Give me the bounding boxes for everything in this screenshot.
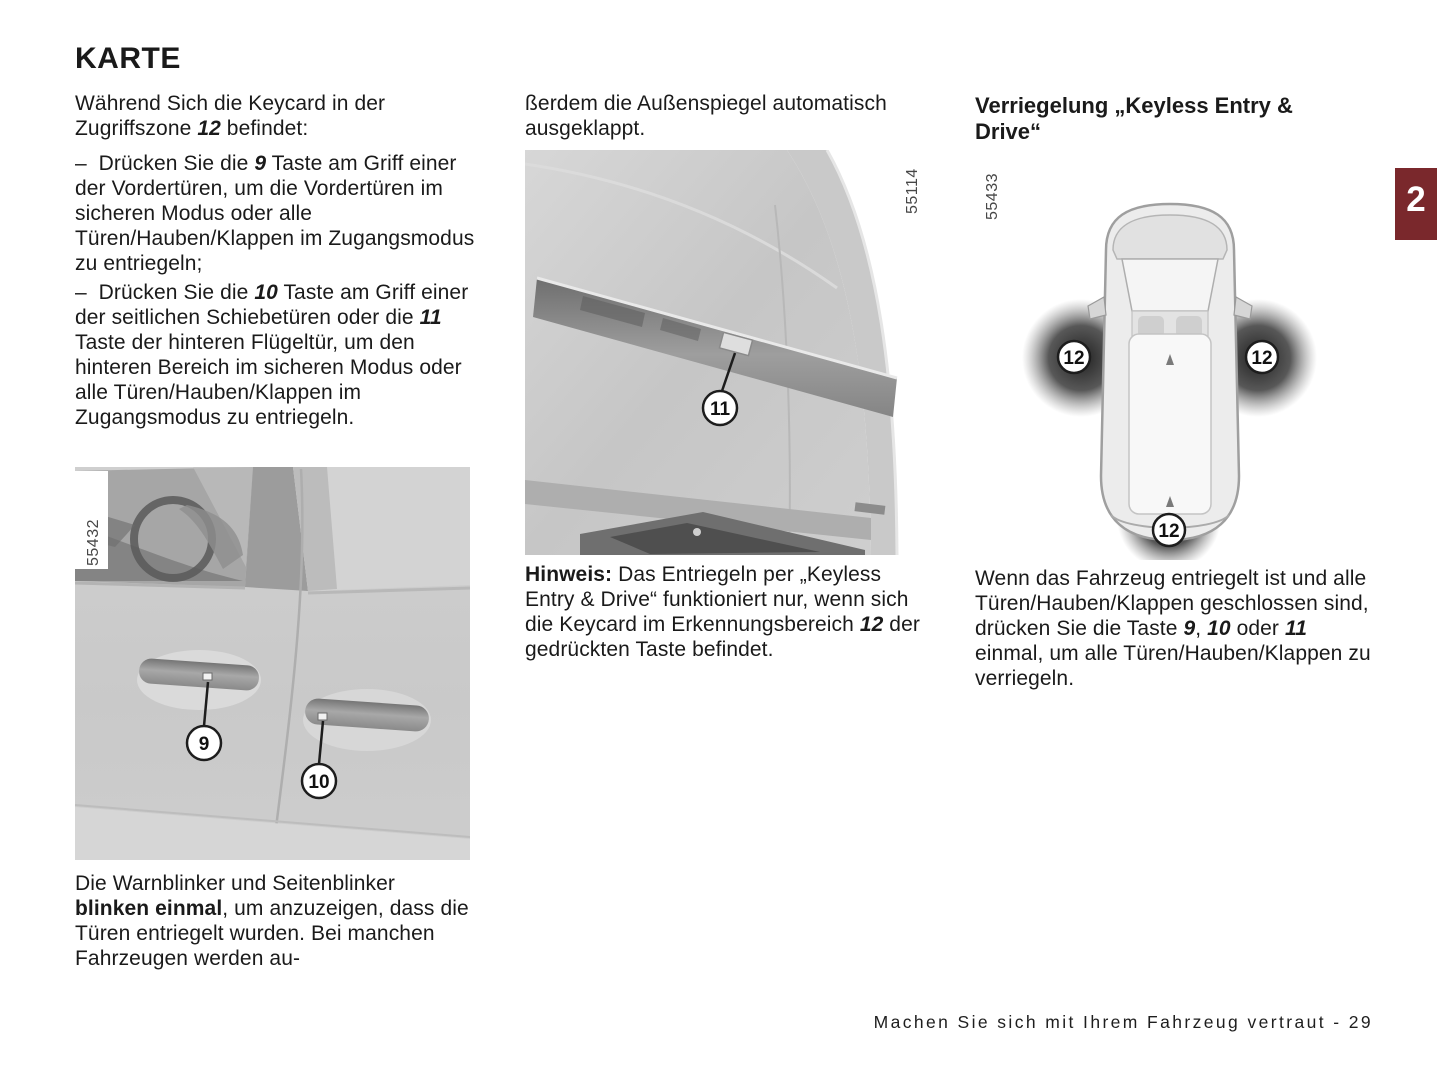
page-footer: Machen Sie sich mit Ihrem Fahrzeug vertraut - 29	[873, 1012, 1373, 1032]
svg-text:11: 11	[709, 399, 731, 420]
figure-side-door-handles	[75, 467, 470, 860]
paragraph-keycard-zone: Während Sich die Keycard in der Zugriffszone 12 befindet:	[75, 92, 386, 140]
column-2-top	[525, 91, 925, 150]
figure-access-zones	[975, 158, 1343, 560]
callout-12-rear	[1153, 514, 1185, 546]
callout-12-left	[1058, 341, 1090, 373]
paragraph-aussenspiegel: ßerdem die Außenspiegel automatisch ausgeklappt.	[525, 92, 887, 140]
column-1	[75, 91, 475, 439]
svg-text:12: 12	[1251, 348, 1273, 369]
paragraph-warnblinker: Die Warnblinker und Seitenblinker blinken einmal, um anzuzeigen, dass die Türen entriegelt wurden. Bei manchen Fahrzeugen werden au-	[75, 872, 469, 970]
bullet-sliding-doors: – Drücken Sie die 10 Taste am Griff einer der seitlichen Schiebetüren oder die 11 Taste der hinteren Flügeltür, um den hinteren Bereich im sicheren Modus oder alle Türen/Hauben/Klappen im Zugangsmodus zu entriegeln.	[75, 281, 469, 429]
paragraph-verriegeln: Wenn das Fahrzeug entriegelt ist und alle Türen/Hauben/Klappen geschlossen sind, drücken Sie die Taste 9, 10 oder 11 einmal, um alle Türen/Hauben/Klappen zu verriegeln.	[975, 567, 1371, 690]
figure-rear-door-handle-svg	[525, 150, 923, 555]
car-top-view	[1088, 204, 1252, 540]
svg-text:12: 12	[1158, 521, 1180, 542]
svg-text:12: 12	[1063, 348, 1085, 369]
windshield	[1122, 259, 1218, 311]
svg-text:55432: 55432	[85, 519, 102, 566]
paragraph-hinweis: Hinweis: Das Entriegeln per „Keyless Entry & Drive“ funktioniert nur, wenn sich die Keycard im Erkennungsbereich 12 der gedrückten Taste befindet.	[525, 563, 920, 661]
figure-id-55114: 55114	[904, 168, 921, 214]
figure-access-zones-svg	[975, 158, 1343, 560]
svg-text:10: 10	[308, 772, 330, 793]
page-title: KARTE	[75, 42, 181, 75]
handle-button-9	[203, 673, 212, 680]
column-1-bottom	[75, 871, 475, 980]
bullet-front-doors: – Drücken Sie die 9 Taste am Griff einer der Vordertüren, um die Vordertüren im sicheren Modus oder alle Türen/Hauben/Klappen im Zugangsmodus zu entriegeln;	[75, 152, 475, 275]
figure-rear-door-handle	[525, 150, 923, 555]
figure-side-door-handles-svg	[75, 467, 470, 860]
figure-id-55432	[75, 471, 108, 569]
handle-button-10	[318, 713, 327, 720]
column-3-text	[975, 566, 1375, 700]
callout-12-right	[1246, 341, 1278, 373]
hood	[1113, 215, 1227, 259]
section-heading-keyless: Verriegelung „Keyless Entry & Drive“	[975, 93, 1293, 144]
chapter-tab: 2	[1395, 168, 1437, 240]
door-handle-front	[137, 650, 261, 710]
column-2-note	[525, 562, 925, 671]
figure-id-55433: 55433	[984, 173, 1001, 220]
svg-text:9: 9	[198, 734, 210, 755]
